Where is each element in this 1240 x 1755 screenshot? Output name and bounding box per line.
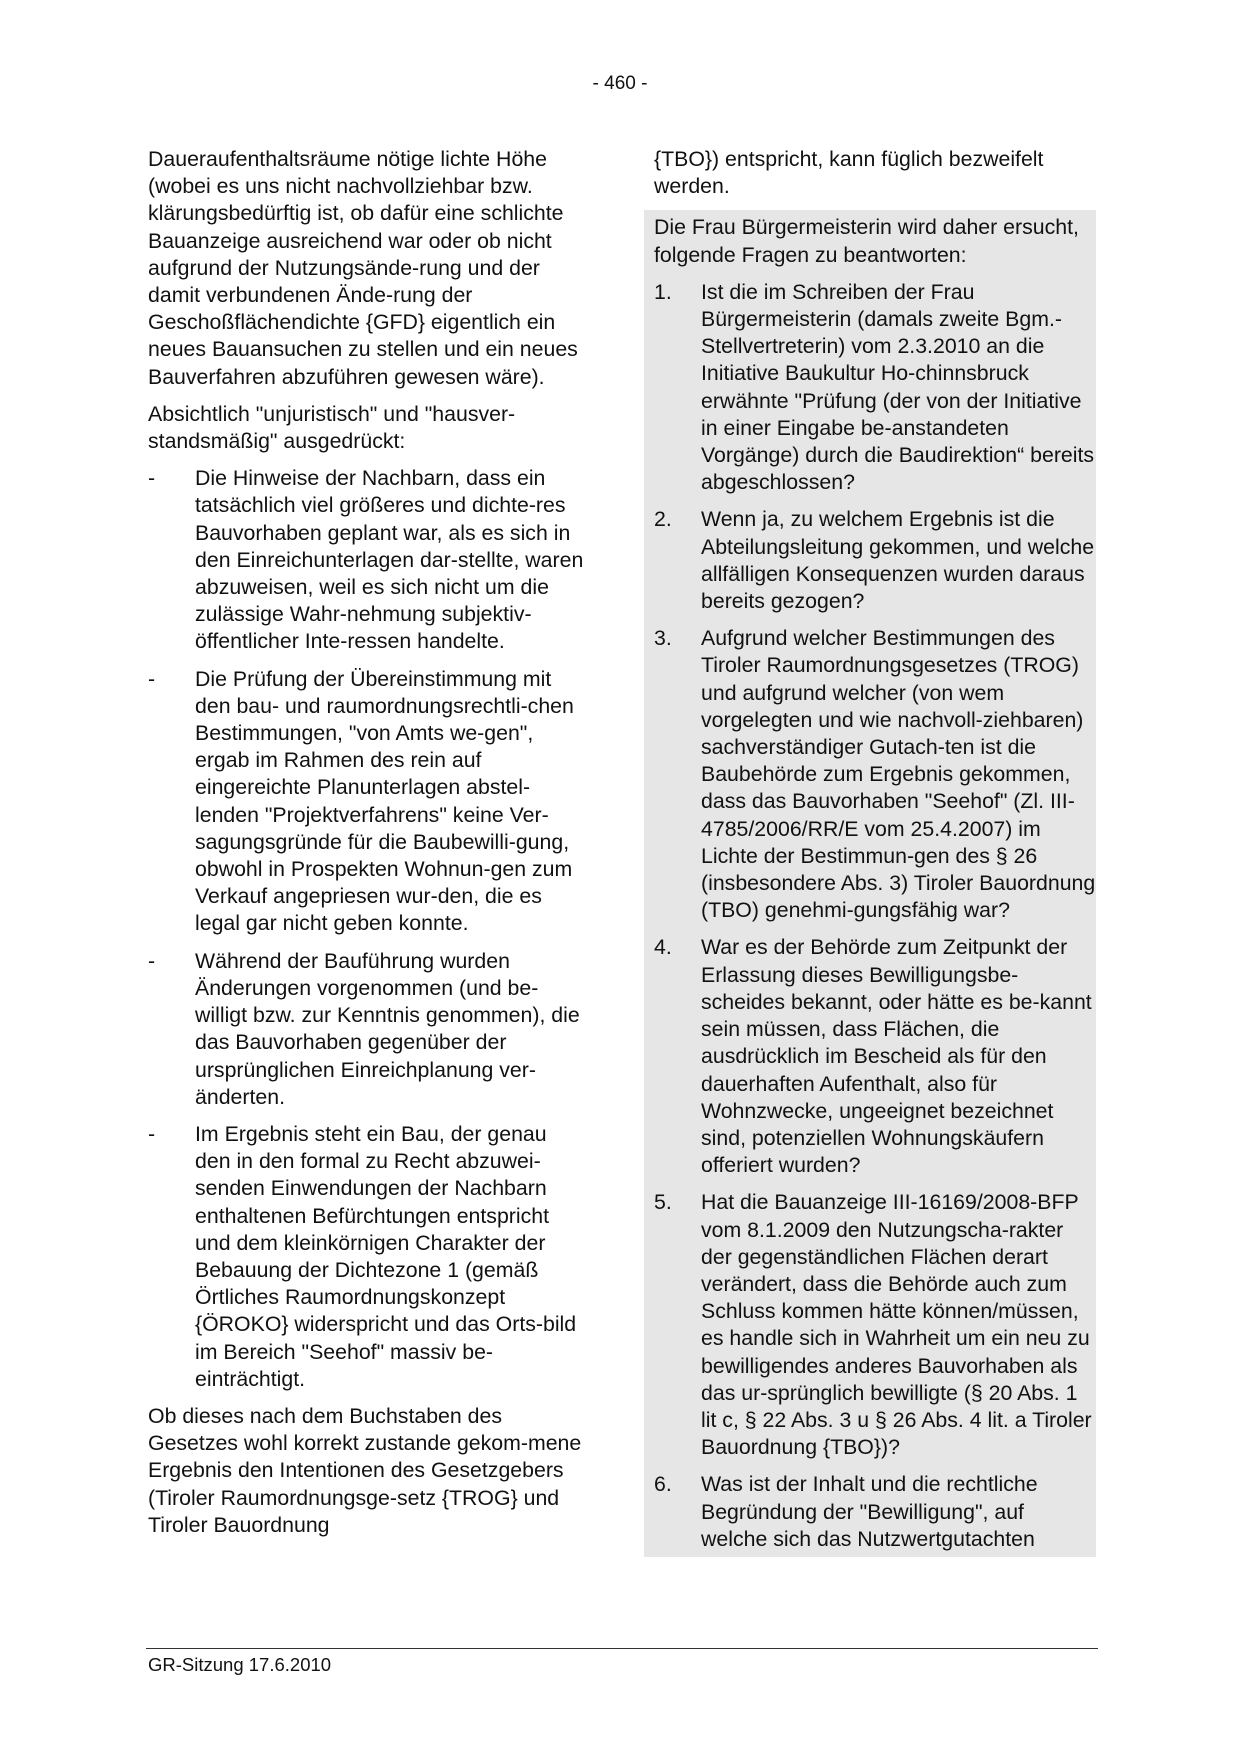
question-number: 5. <box>654 1190 672 1215</box>
question-text: War es der Behörde zum Zeitpunkt der Erlassung dieses Bewilligungsbe-scheides bekannt, oder hätte es be-kannt sein müssen, dass Flächen, die ausdrücklich im Bescheid als für den dauerhaften Aufenthalt, also für Wohnzwecke, ungeeignet bezeichnet sind, potenziellen Wohnungskäufern offeriert wurden? <box>701 935 1092 1178</box>
list-item <box>148 948 586 1111</box>
question-item <box>654 934 1096 1179</box>
intro-paragraph: Daueraufenthaltsräume nötige lichte Höhe (wobei es uns nicht nachvollziehbar bzw. klärungsbedürftig ist, ob dafür eine schlichte Bauanzeige ausreichend war oder ob nicht aufgrund der Nutzungsände-rung und der damit verbundenen Ände-rung der Geschoßflächendichte {GFD} eigentlich ein neues Bauansuchen zu stellen und ein neues Bauverfahren abzuführen gewesen wäre). <box>148 147 578 389</box>
dash-list <box>148 465 586 1393</box>
questions-box <box>644 210 1096 1557</box>
footer-text: GR-Sitzung 17.6.2010 <box>148 1654 332 1675</box>
question-text: Ist die im Schreiben der Frau Bürgermeisterin (damals zweite Bgm.-Stellvertreterin) vom 2.3.2010 an die Initiative Baukultur Ho-chinnsbruck erwähnte "Prüfung (der von der Initiative in einer Eingabe be-anstandeten Vorgänge) durch die Baudirektion“ bereits abgeschlossen? <box>701 279 1095 495</box>
question-number: 2. <box>654 507 672 532</box>
list-item <box>148 666 586 938</box>
footer-divider <box>146 1648 1098 1649</box>
question-text: Was ist der Inhalt und die rechtliche Begründung der "Bewilligung", auf welche sich das Nutzwertgutachten <box>701 1472 1038 1551</box>
question-item <box>654 1471 1096 1553</box>
dash-marker: - <box>148 466 156 491</box>
question-number: 6. <box>654 1472 672 1497</box>
question-text: Wenn ja, zu welchem Ergebnis ist die Abteilungsleitung gekommen, und welche allfälligen Konsequenzen wurden daraus bereits gezogen? <box>701 507 1095 614</box>
list-item <box>148 465 586 655</box>
left-column <box>148 146 586 1549</box>
continuation-paragraph: {TBO}) entspricht, kann füglich bezweifelt werden. <box>654 147 1044 199</box>
dash-marker: - <box>148 666 156 691</box>
closing-paragraph: Ob dieses nach dem Buchstaben des Gesetzes wohl korrekt zustande gekom-mene Ergebnis den Intentionen des Gesetzgebers (Tiroler Raumordnungsge-setz {TROG} und Tiroler Bauordnung <box>148 1403 582 1537</box>
list-item-text: Im Ergebnis steht ein Bau, der genau den in den formal zu Recht abzuwei-senden Einwendungen der Nachbarn enthaltenen Befürchtungen entspricht und dem kleinkörnigen Charakter der Bebauung der Dichtezone 1 (gemäß Örtliches Raumordnungskonzept {ÖROKO} widerspricht und das Orts-bild im Bereich "Seehof" massiv be-einträchtigt. <box>195 1121 577 1391</box>
questions-intro: Die Frau Bürgermeisterin wird daher ersucht, folgende Fragen zu beantworten: <box>654 215 1079 267</box>
question-number: 4. <box>654 935 672 960</box>
right-column <box>654 146 1096 1557</box>
page-number: - 460 - <box>592 73 648 94</box>
question-text: Hat die Bauanzeige III-16169/2008-BFP vom 8.1.2009 den Nutzungscha-rakter der gegenständlichen Flächen derart verändert, dass die Behörde auch zum Schluss kommen hätte können/müssen, es handle sich in Wahrheit um ein neu zu bewilligendes anderes Bauvorhaben als das ur-sprünglich bewilligte (§ 20 Abs. 1 lit c, § 22 Abs. 3 u § 26 Abs. 4 lit. a Tiroler Bauordnung {TBO})? <box>701 1190 1092 1460</box>
list-item-text: Die Hinweise der Nachbarn, dass ein tatsächlich viel größeres und dichte-res Bauvorhaben geplant war, als es sich in den Einreichunterlagen dar-stellte, waren abzuweisen, weil es sich nicht um die zulässige Wahr-nehmung subjektiv-öffentlicher Inte-ressen handelte. <box>195 466 584 654</box>
list-item-text: Während der Bauführung wurden Änderungen vorgenommen (und be-willigt bzw. zur Kenntnis genommen), die das Bauvorhaben gegenüber der ursprünglichen Einreichplanung ver-änderten. <box>195 948 580 1109</box>
dash-marker: - <box>148 948 156 973</box>
dash-marker: - <box>148 1121 156 1146</box>
list-item <box>148 1121 586 1393</box>
lead-in-paragraph: Absichtlich "unjuristisch" und "hausver-standsmäßig" ausgedrückt: <box>148 401 516 454</box>
list-item-text: Die Prüfung der Übereinstimmung mit den bau- und raumordnungsrechtli-chen Bestimmungen, "von Amts we-gen", ergab im Rahmen des rein auf eingereichte Planunterlagen abstel-lenden "Projektverfahrens" keine Ver-sagungsgründe für die Baubewilli-gung, obwohl in Prospekten Wohnun-gen zum Verkauf angepriesen wur-den, die es legal gar nicht geben konnte. <box>195 666 574 936</box>
question-item <box>654 279 1096 497</box>
question-text: Aufgrund welcher Bestimmungen des Tiroler Raumordnungsgesetzes (TROG) und aufgrund welcher (von wem vorgelegten und wie nachvoll-ziehbaren) sachverständiger Gutach-ten ist die Baubehörde zum Ergebnis gekommen, dass das Bauvorhaben "Seehof" (Zl. III-4785/2006/RR/E vom 25.4.2007) im Lichte der Bestimmun-gen des § 26 (insbesondere Abs. 3) Tiroler Bauordnung (TBO) genehmi-gungsfähig war? <box>701 626 1096 923</box>
questions-list <box>654 279 1096 1553</box>
question-item <box>654 625 1096 924</box>
question-number: 3. <box>654 626 672 651</box>
question-number: 1. <box>654 279 672 304</box>
question-item <box>654 506 1096 615</box>
question-item <box>654 1189 1096 1461</box>
